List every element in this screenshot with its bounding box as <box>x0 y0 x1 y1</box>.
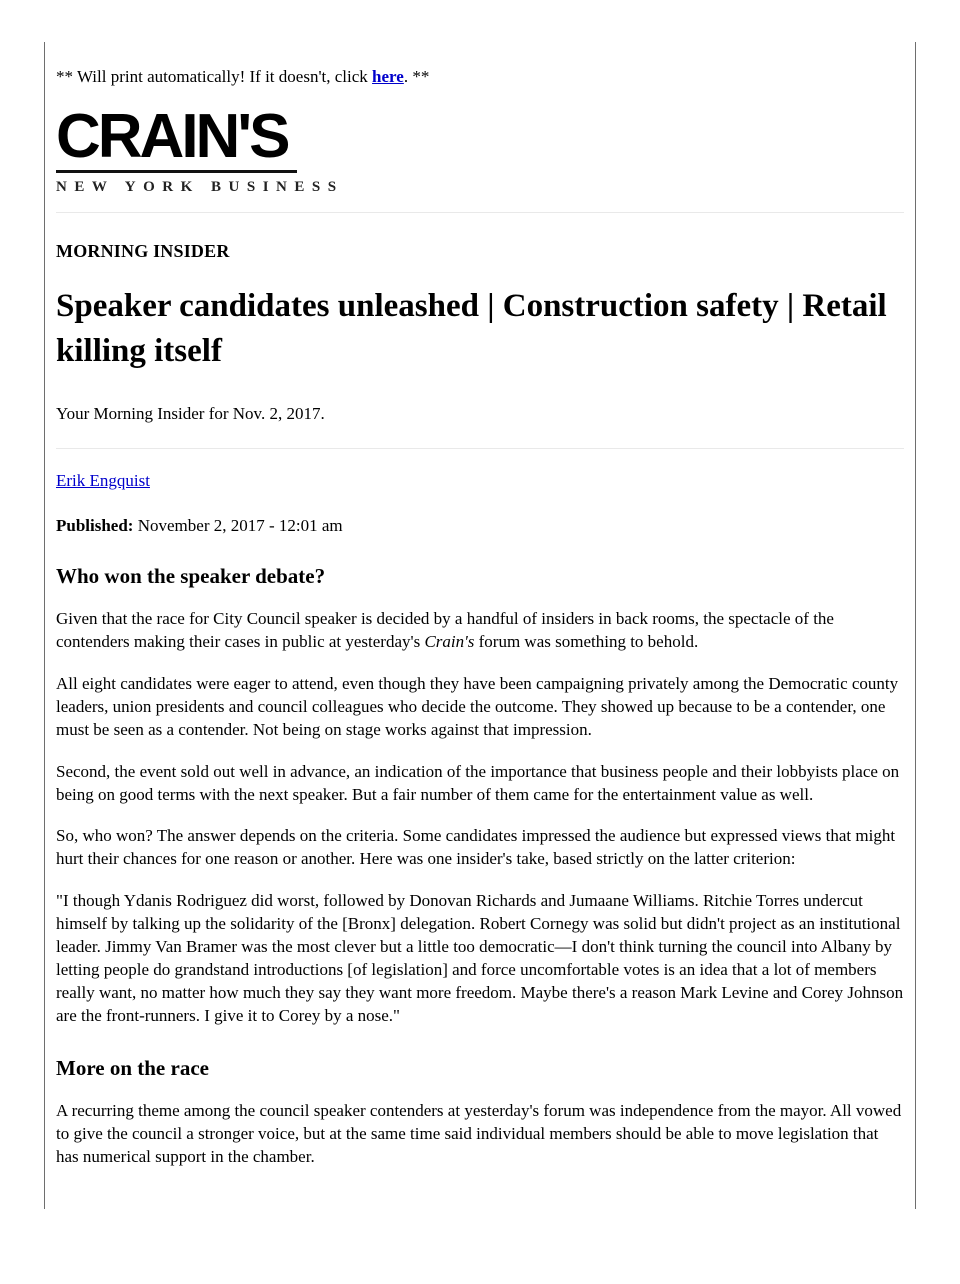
paragraph-1-text: Given that the race for City Council speaker is decided by a handful of insiders in back rooms, the spectacle of the contenders making their cases in public at yesterday's <box>56 608 834 651</box>
print-notice-prefix: ** Will print automatically! If it doesn't, click <box>56 67 373 86</box>
paragraph-4: So, who won? The answer depends on the criteria. Some candidates impressed the audience but expressed views that might hurt their chances for one reason or another. Here was one insider's take, based strictly on the latter criterion: <box>56 826 896 869</box>
paragraph-3: Second, the event sold out well in advance, an indication of the importance that business people and their lobbyists place on being on good terms with the next speaker. But a fair number of them came for the entertainment value as well. <box>56 761 900 804</box>
paragraph-5-insider-quote: "I though Ydanis Rodriguez did worst, followed by Donovan Richards and Jumaane Williams. Ritchie Torres undercut himself by talking up the solidarity of the [Bronx] delegation. Robert Cornegy was solid but didn't project as an institutional leader. Jimmy Van Bramer was the most clever but a little too democratic—I don't think turning the council into Albany by letting people do grandstand introductions [of legislation] and force uncomfortable votes is an idea that a lot of members really want, no matter how much they say they want more freedom. Maybe there's a reason Mark Levine and Corey Johnson are the front-runners. I give it to Corey by a nose." <box>56 891 904 1025</box>
kicker-morning-insider: MORNING INSIDER <box>56 241 230 262</box>
paragraph-1-text-end: forum was something to behold. <box>474 631 699 651</box>
crains-italic: Crain's <box>424 631 475 651</box>
section-heading-speaker-debate: Who won the speaker debate? <box>56 563 326 588</box>
print-notice-suffix: . ** <box>403 67 430 86</box>
article-headline: Speaker candidates unleashed | Construction safety | Retail killing itself <box>56 288 887 369</box>
author-link[interactable]: Erik Engquist <box>56 470 150 490</box>
published-value: November 2, 2017 - 12:01 am <box>137 515 343 535</box>
divider-top <box>56 212 904 213</box>
crains-logo <box>56 102 904 196</box>
print-here-link[interactable]: here <box>372 67 404 86</box>
divider-byline <box>56 448 904 449</box>
print-notice <box>56 66 904 88</box>
page-frame <box>44 42 916 1209</box>
paragraph-6: A recurring theme among the council speaker contenders at yesterday's forum was independence from the mayor. All vowed to give the council a stronger voice, but at the same time said individual members should be able to move legislation that has numerical support in the chamber. <box>56 1100 902 1166</box>
published-label: Published: <box>56 515 134 535</box>
paragraph-1 <box>56 608 904 654</box>
edition-note: Your Morning Insider for Nov. 2, 2017. <box>56 403 325 423</box>
crains-logo-tagline: NEW YORK BUSINESS <box>56 179 344 196</box>
crains-logo-wordmark: CRAIN'S <box>56 102 288 172</box>
paragraph-2: All eight candidates were eager to attend, even though they have been campaigning privately among the Democratic county leaders, union presidents and council colleagues who decide the outcome. They showed up because to be a contender, one must be seen as a contender. Not being on stage works against that impression. <box>56 673 899 739</box>
section-heading-more-on-race: More on the race <box>56 1055 209 1080</box>
byline <box>56 471 904 491</box>
published-line <box>56 516 904 536</box>
